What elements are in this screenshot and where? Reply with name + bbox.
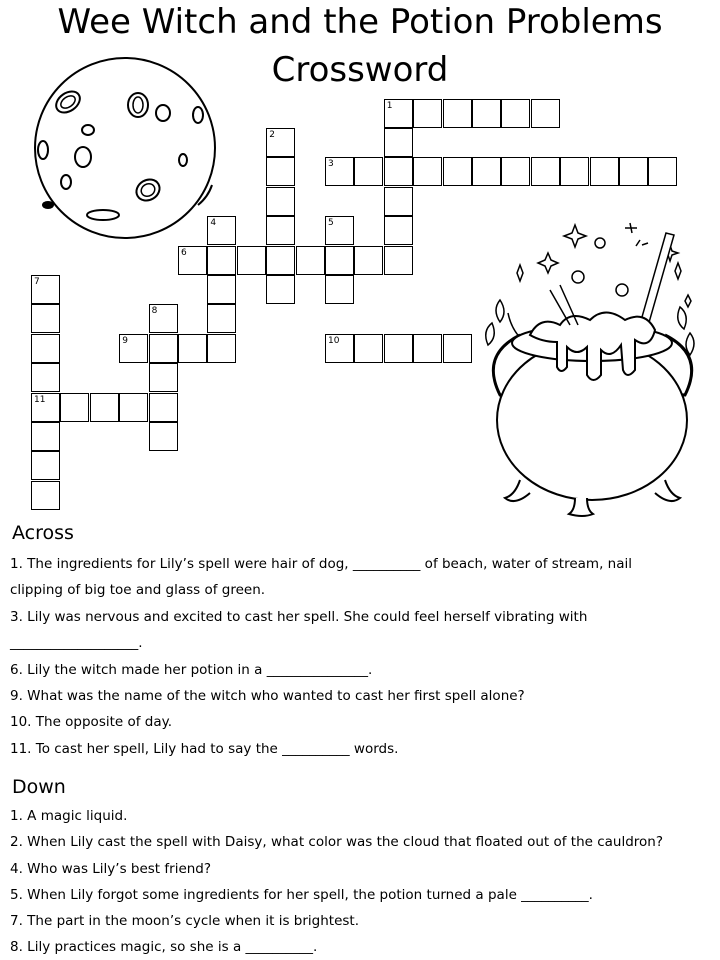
grid-cell[interactable] <box>560 157 589 186</box>
clue-number: 4 <box>210 218 217 229</box>
clue-number: 6 <box>181 247 187 258</box>
clue-number: 9 <box>122 335 128 346</box>
clue-number: 11 <box>34 394 46 405</box>
grid-cell[interactable] <box>354 246 383 275</box>
grid-cell[interactable] <box>384 128 413 157</box>
grid-cell[interactable] <box>119 334 148 363</box>
grid-cell[interactable] <box>149 393 178 422</box>
grid-cell[interactable] <box>31 451 60 480</box>
grid-cell[interactable] <box>178 334 207 363</box>
across-clue-1: 1. The ingredients for Lily’s spell were hair of dog, __________ of beach, water of stream, nail <box>10 556 632 572</box>
grid-cell[interactable] <box>90 393 119 422</box>
grid-cell[interactable] <box>325 246 354 275</box>
grid-cell[interactable] <box>207 246 236 275</box>
grid-cell[interactable] <box>413 99 442 128</box>
grid-cell[interactable] <box>119 393 148 422</box>
grid-cell[interactable] <box>31 422 60 451</box>
grid-cell[interactable] <box>178 246 207 275</box>
grid-cell[interactable] <box>266 275 295 304</box>
grid-cell[interactable] <box>354 334 383 363</box>
grid-cell[interactable] <box>207 334 236 363</box>
clue-number: 3 <box>328 159 334 170</box>
clue-number: 10 <box>328 335 340 346</box>
grid-cell[interactable] <box>266 128 295 157</box>
grid-cell[interactable] <box>443 99 472 128</box>
grid-cell[interactable] <box>354 157 383 186</box>
down-clue-1: 1. A magic liquid. <box>10 808 128 824</box>
down-clue-2: 2. When Lily cast the spell with Daisy, what color was the cloud that floated out of the cauldron? <box>10 834 664 850</box>
grid-cell[interactable] <box>325 216 354 245</box>
grid-cell[interactable] <box>531 157 560 186</box>
down-clue-8: 8. Lily practices magic, so she is a __________. <box>10 939 318 955</box>
grid-cell[interactable] <box>384 334 413 363</box>
cauldron-illustration <box>480 215 705 520</box>
grid-cell[interactable] <box>619 157 648 186</box>
down-clue-7: 7. The part in the moon’s cycle when it is brightest. <box>10 913 359 929</box>
down-heading: Down <box>12 776 66 798</box>
grid-cell[interactable] <box>266 216 295 245</box>
across-clue-9: 9. What was the name of the witch who wanted to cast her first spell alone? <box>10 688 525 704</box>
grid-cell[interactable] <box>31 393 60 422</box>
grid-cell[interactable] <box>266 187 295 216</box>
grid-cell[interactable] <box>31 481 60 510</box>
grid-cell[interactable] <box>296 246 325 275</box>
grid-cell[interactable] <box>384 216 413 245</box>
across-clue-1-cont: clipping of big toe and glass of green. <box>10 582 266 598</box>
across-heading: Across <box>12 522 74 544</box>
grid-cell[interactable] <box>384 246 413 275</box>
across-clue-11: 11. To cast her spell, Lily had to say the __________ words. <box>10 741 399 757</box>
page-title-line1: Wee Witch and the Potion Problems <box>57 2 663 42</box>
grid-cell[interactable] <box>207 304 236 333</box>
grid-cell[interactable] <box>325 334 354 363</box>
grid-cell[interactable] <box>207 216 236 245</box>
grid-cell[interactable] <box>266 157 295 186</box>
across-clue-10: 10. The opposite of day. <box>10 714 172 730</box>
grid-cell[interactable] <box>384 187 413 216</box>
grid-cell[interactable] <box>60 393 89 422</box>
grid-cell[interactable] <box>384 157 413 186</box>
grid-cell[interactable] <box>472 99 501 128</box>
grid-cell[interactable] <box>31 334 60 363</box>
grid-cell[interactable] <box>149 304 178 333</box>
grid-cell[interactable] <box>413 334 442 363</box>
grid-cell[interactable] <box>31 304 60 333</box>
across-clue-6: 6. Lily the witch made her potion in a _______________. <box>10 662 373 678</box>
grid-cell[interactable] <box>501 157 530 186</box>
clue-number: 7 <box>34 276 40 287</box>
grid-cell[interactable] <box>266 246 295 275</box>
grid-cell[interactable] <box>31 363 60 392</box>
clue-number: 8 <box>151 306 158 317</box>
grid-cell[interactable] <box>149 363 178 392</box>
grid-cell[interactable] <box>384 99 413 128</box>
grid-cell[interactable] <box>237 246 266 275</box>
across-clue-3-cont: ___________________. <box>10 635 143 651</box>
grid-cell[interactable] <box>472 157 501 186</box>
moon-illustration <box>18 55 233 245</box>
grid-cell[interactable] <box>443 334 472 363</box>
grid-cell[interactable] <box>207 275 236 304</box>
clue-number: 2 <box>269 129 275 140</box>
grid-cell[interactable] <box>443 157 472 186</box>
grid-cell[interactable] <box>325 275 354 304</box>
grid-cell[interactable] <box>501 99 530 128</box>
grid-cell[interactable] <box>31 275 60 304</box>
grid-cell[interactable] <box>648 157 677 186</box>
grid-cell[interactable] <box>325 157 354 186</box>
page-title-line2: Crossword <box>271 50 449 90</box>
across-clue-3: 3. Lily was nervous and excited to cast her spell. She could feel herself vibrating with <box>10 609 588 625</box>
down-clue-4: 4. Who was Lily’s best friend? <box>10 861 212 877</box>
clue-number: 1 <box>386 100 393 111</box>
grid-cell[interactable] <box>149 422 178 451</box>
grid-cell[interactable] <box>531 99 560 128</box>
grid-cell[interactable] <box>413 157 442 186</box>
clue-number: 5 <box>328 218 334 229</box>
grid-cell[interactable] <box>590 157 619 186</box>
down-clue-5: 5. When Lily forgot some ingredients for her spell, the potion turned a pale __________. <box>10 887 593 903</box>
grid-cell[interactable] <box>149 334 178 363</box>
